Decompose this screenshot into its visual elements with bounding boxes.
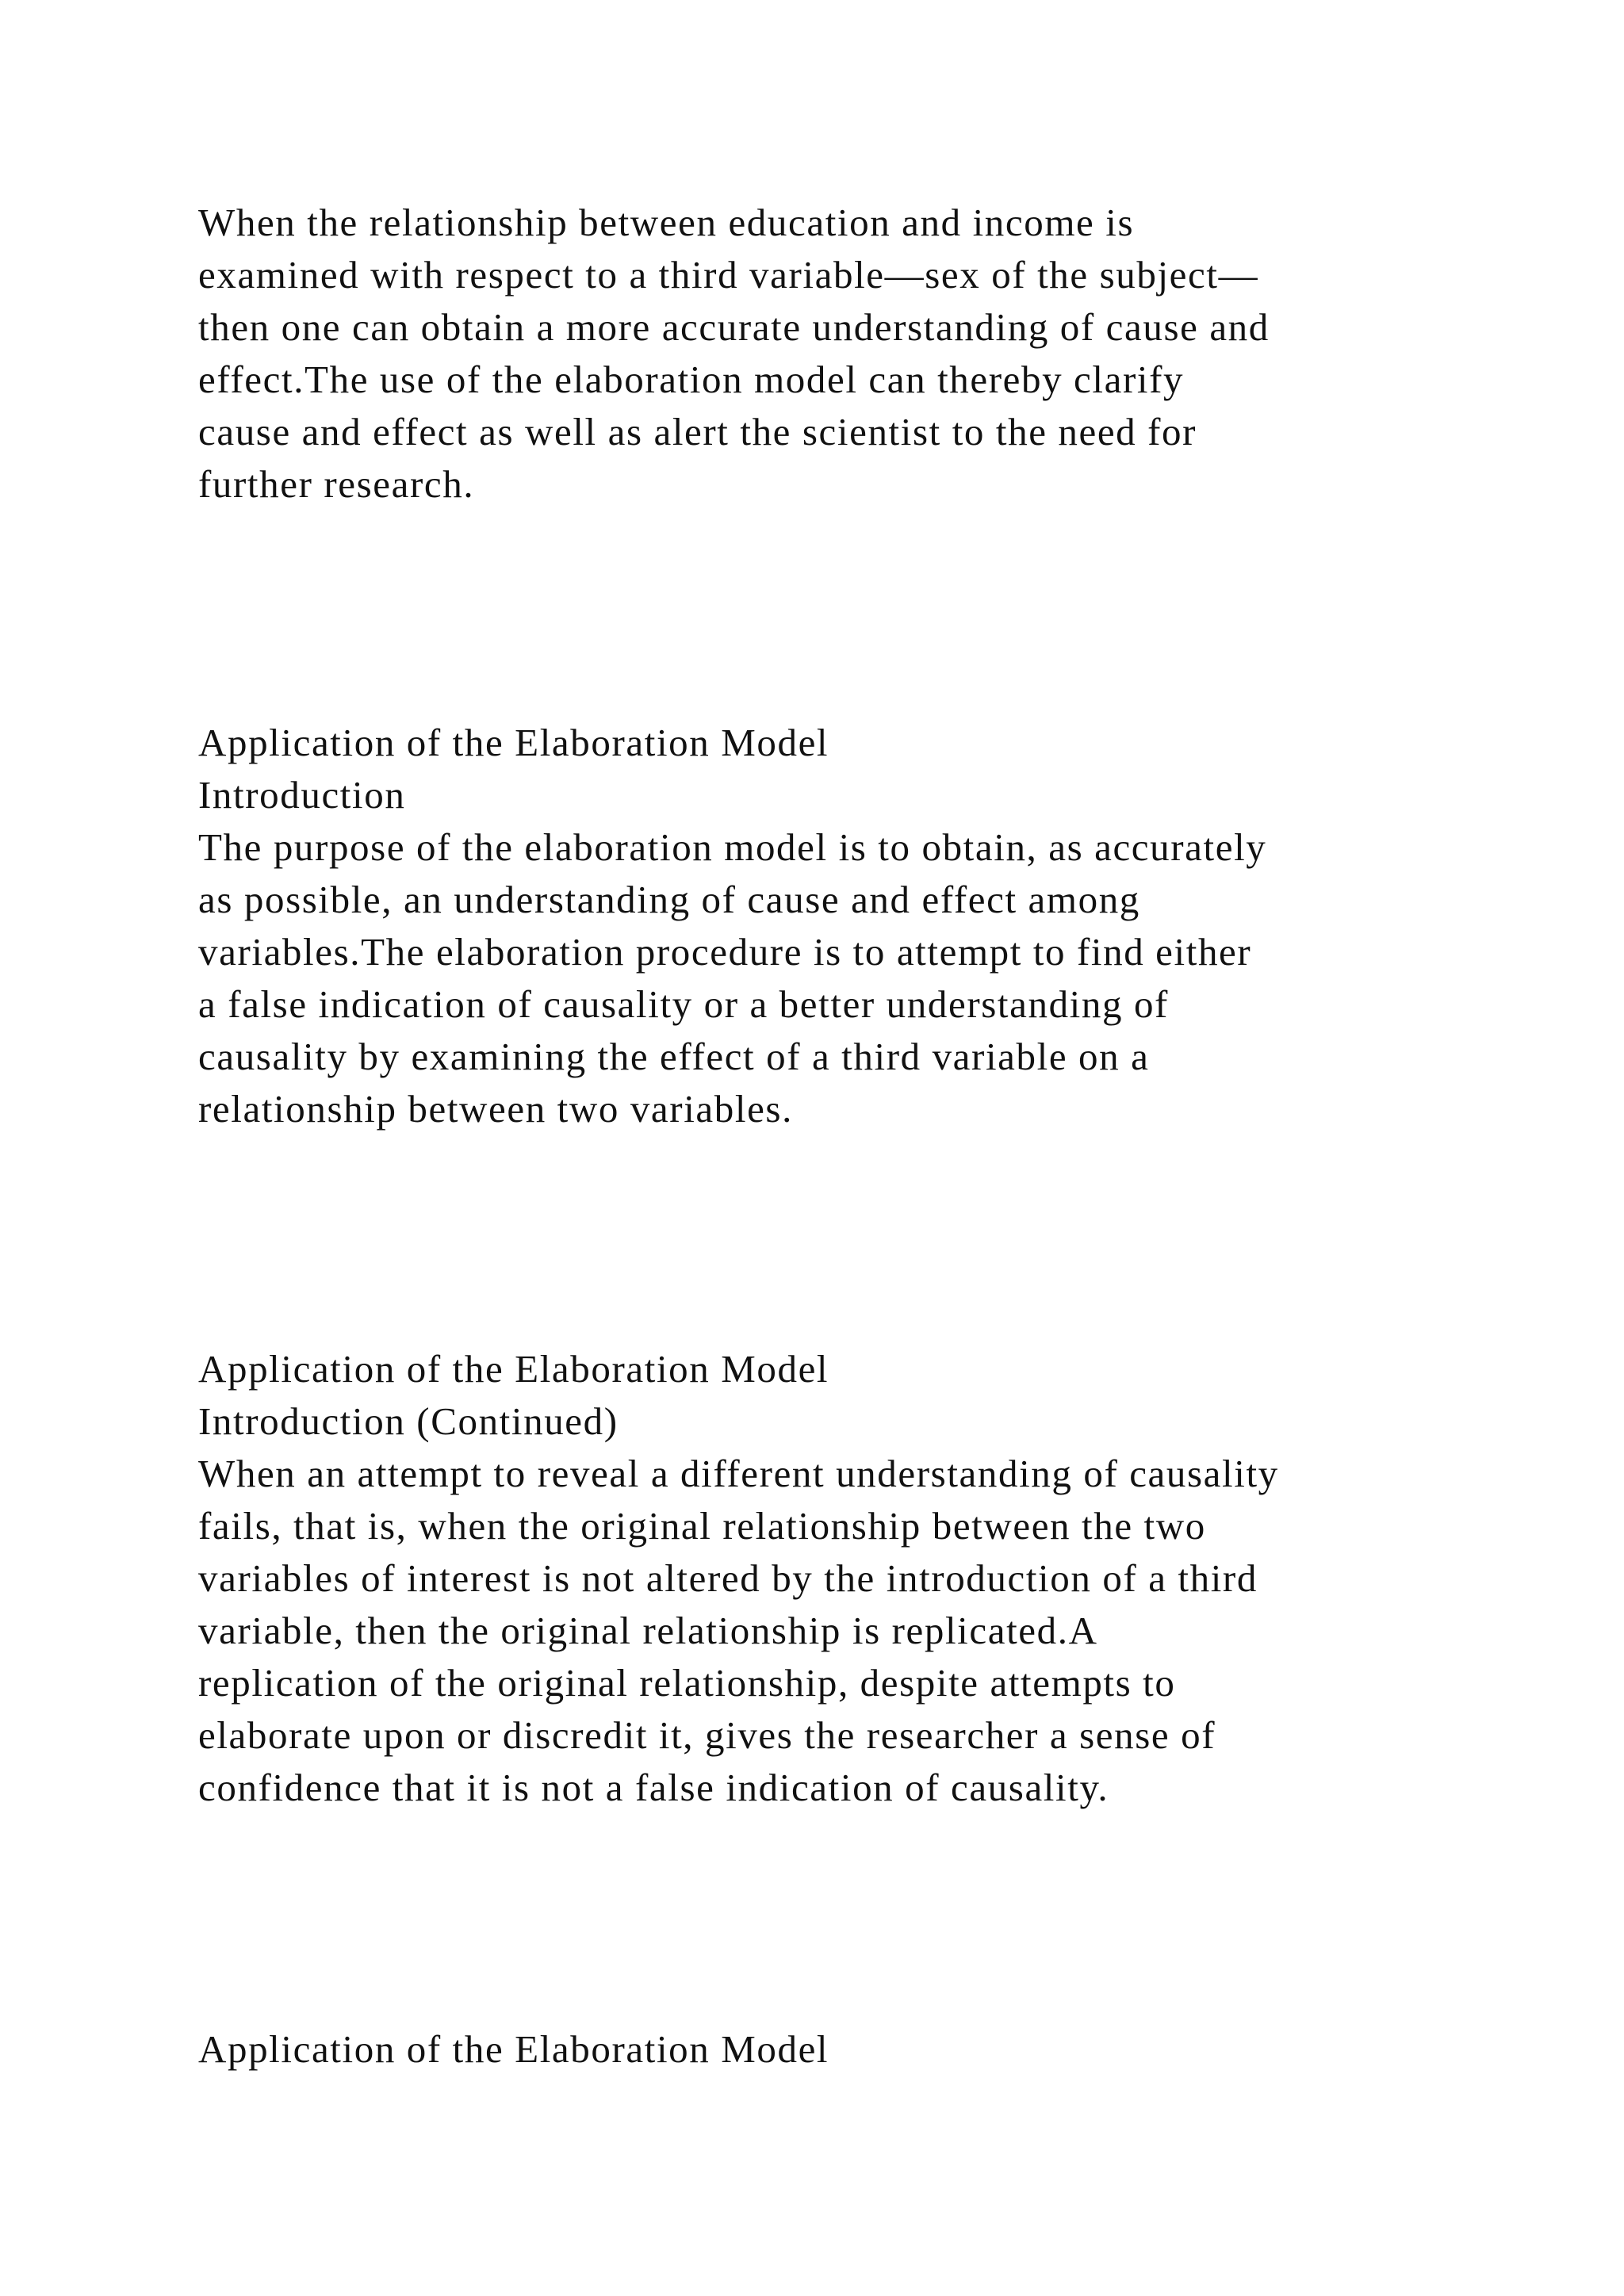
text-line: variables of interest is not altered by the introduction of a third (198, 1556, 1258, 1600)
section-heading: Application of the Elaboration Model (198, 721, 829, 764)
text-line: causality by examining the effect of a third variable on a (198, 1035, 1150, 1078)
text-line: as possible, an understanding of cause and effect among (198, 878, 1140, 921)
text-line: then one can obtain a more accurate understanding of cause and (198, 305, 1270, 349)
text-line: cause and effect as well as alert the scientist to the need for (198, 410, 1197, 453)
text-line: effect.The use of the elaboration model can thereby clarify (198, 358, 1185, 401)
section-subheading: Introduction (198, 773, 406, 817)
text-line: variables.The elaboration procedure is to attempt to find either (198, 930, 1252, 974)
section-introduction (198, 717, 1515, 1135)
text-line: relationship between two variables. (198, 1087, 793, 1131)
text-line: further research. (198, 462, 475, 506)
paragraph-education-income (198, 197, 1515, 511)
section-heading-final (198, 2023, 1515, 2076)
text-line: a false indication of causality or a better understanding of (198, 982, 1169, 1026)
text-line: When an attempt to reveal a different understanding of causality (198, 1452, 1279, 1495)
text-line: elaborate upon or discredit it, gives the researcher a sense of (198, 1713, 1216, 1757)
text-line: When the relationship between education and income is (198, 201, 1135, 244)
text-line: fails, that is, when the original relationship between the two (198, 1504, 1206, 1548)
text-line: replication of the original relationship, despite attempts to (198, 1661, 1176, 1705)
section-subheading: Introduction (Continued) (198, 1399, 619, 1443)
section-heading: Application of the Elaboration Model (198, 2027, 829, 2071)
section-introduction-continued (198, 1343, 1515, 1814)
section-heading: Application of the Elaboration Model (198, 1347, 829, 1391)
text-line: The purpose of the elaboration model is to obtain, as accurately (198, 825, 1267, 869)
text-line: variable, then the original relationship is replicated.A (198, 1609, 1098, 1652)
text-line: examined with respect to a third variable—sex of the subject— (198, 253, 1259, 297)
text-line: confidence that it is not a false indication of causality. (198, 1766, 1109, 1809)
